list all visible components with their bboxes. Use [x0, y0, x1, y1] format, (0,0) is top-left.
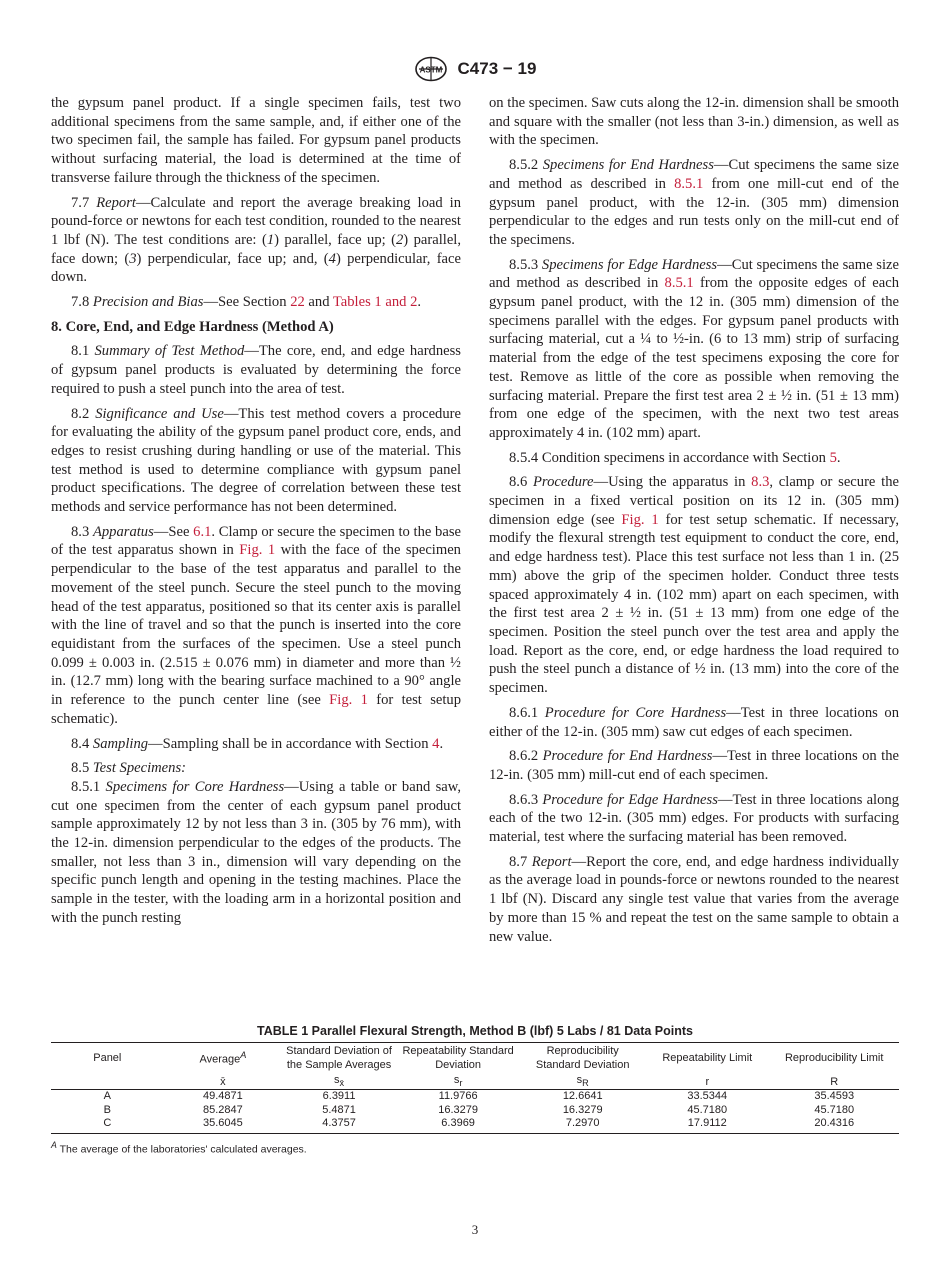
paragraph-7-8: 7.8 Precision and Bias—See Section 22 and Tables 1 and 2. [71, 294, 422, 311]
symbol-sd: $s_{x̄}$ [282, 1074, 396, 1090]
table-row: B 85.2847 5.4871 16.3279 16.3279 45.7180 45.7180 [103, 1103, 855, 1116]
table-1-title: TABLE 1 Parallel Flexural Strength, Method B (lbf) 5 Labs / 81 Data Points [257, 1024, 693, 1038]
link-fig-1[interactable]: Fig. 1 [621, 511, 659, 528]
symbol-repro-sd: $s_R$ [520, 1074, 645, 1090]
link-8-5-1[interactable]: 8.5.1 [664, 275, 694, 292]
paragraph-8-3: 8.3 Apparatus—See 6.1. Clamp or secure the specimen to the base of the test apparatus shown in Fig. 1 with the face of the specimen perpendicular to the base of the test apparatus and parallel to the movement of the steel punch. Secure the steel punch to the moving head of the test apparatus, positioned so that its center axis is parallel with the line of travel and so that the punch is inserted into the core equidistant from the surfaces of the specimen. Use a steel punch 0.099 ± 0.003 in. (2.515 ± 0.076 mm) in diameter and more than ½ in. (12.7 mm) long with the bearing surface machined to a 90° angle in reference to the punch center line (see Fig. 1 for test setup schematic). [51, 523, 461, 727]
paragraph-8-6-1: 8.6.1 Procedure for Core Hardness—Test in three locations on either of the 12-in. (305 mm) saw cut edges of each specimen. [489, 704, 899, 740]
link-fig-1[interactable]: Fig. 1 [239, 542, 276, 559]
paragraph-8-1: 8.1 Summary of Test Method—The core, end, and edge hardness of gypsum panel products is evaluated by determining the force required to push a steel punch into the area of test. [51, 343, 461, 397]
symbol-rep-limit: r [645, 1074, 769, 1090]
link-section-22[interactable]: 22 [290, 294, 305, 311]
paragraph-8-7: 8.7 Report—Report the core, end, and edge hardness individually as the average load in pounds-force or newtons rounded to the nearest 1 lbf (N). Discard any single test value that varies from the average by more than 15 % and repeat the test on the same sample to obtain a new value. [489, 853, 899, 945]
paragraph-7-7: 7.7 Report—Calculate and report the average breaking load in pound-force or newtons for each test condition, rounded to the nearest 1 lbf (N). The test conditions are: (1) parallel, face up; (2) parallel, face down; (3) perpendicular, face up; and, (4) perpendicular, face down. [51, 194, 461, 286]
link-tables-1-2[interactable]: Tables 1 and 2 [332, 294, 418, 311]
table-1-footnote: $^A$ The average of the laboratories' calculated averages. [51, 1139, 307, 1156]
section-8-heading: 8. Core, End, and Edge Hardness (Method A) [51, 318, 334, 335]
paragraph-7-6-continued: the gypsum panel product. If a single specimen fails, test two additional specimens from the same sample, and, if either one of the two specimen fail, the sample has failed. For gypsum panel products without surfacing material, the load is determined at the time of transverse failure through the thickness of the specimen. [51, 95, 461, 186]
table-1 [51, 1024, 899, 1155]
paragraph-8-6-3: 8.6.3 Procedure for Edge Hardness—Test in three locations along each of the two 12-in. (305 mm) edges. For products with surfacing material, test where the surfacing material has been removed. [489, 791, 899, 846]
page-number: 3 [471, 1222, 479, 1237]
table-row: A 49.4871 6.3911 11.9766 12.6641 33.5344 35.4593 [103, 1090, 855, 1103]
astm-logo-icon [414, 56, 448, 82]
table-row: C 35.6045 4.3757 6.3969 7.2970 17.9112 20.4316 [51, 1117, 899, 1133]
col-header-repro-limit: Reproducibility Limit [769, 1043, 899, 1075]
paragraph-8-6: 8.6 Procedure—Using the apparatus in 8.3, clamp or secure the specimen in a fixed vertical position on its 12 in. (305 mm) dimension edge (see Fig. 1 for test setup schematic. If necessary, modify the flexural strength test equipment to conduct the core, end, and edge hardness test). Place this test surface not less than 1 in. (25 mm) above the grip of the specimen holder. Conduct three tests spaced approximately 4 in. (102 mm) apart on each specimen, with the first test area 2 ± ½ in. (51 ± 13 mm) from one edge of the specimen. Position the steel punch over the test area and apply the load. Report as the core, end, or edge hardness the load required to push the steel punch a distance of ½ in. (13 mm) into the core of the specimen. [489, 474, 899, 697]
paragraph-8-5-1-continued: on the specimen. Saw cuts along the 12-in. dimension shall be smooth and square with the smaller (not less than 3-in.) dimension, as well as with the specimen. [489, 95, 899, 149]
col-header-panel: Panel [51, 1043, 164, 1075]
link-8-5-1[interactable]: 8.5.1 [674, 175, 704, 192]
symbol-average: x̄ [164, 1074, 283, 1090]
col-header-rep-sd: Repeatability Standard Deviation [396, 1043, 520, 1075]
symbol-rep-sd: $s_r$ [396, 1074, 520, 1090]
right-column [489, 94, 899, 952]
paragraph-8-5-2: 8.5.2 Specimens for End Hardness—Cut specimens the same size and method as described in 8.5.1 from one mill-cut end of the gypsum panel product, with the 12-in. (305 mm) dimension perpendicular to the edges and run tests only on the mill-cut end of the specimens. [489, 157, 900, 248]
link-6-1[interactable]: 6.1 [193, 523, 212, 540]
paragraph-8-5-4: 8.5.4 Condition specimens in accordance with Section 5. [509, 449, 841, 466]
col-header-repro-sd: Reproducibility Standard Deviation [520, 1043, 645, 1075]
paragraph-8-5: 8.5 Test Specimens: [71, 760, 186, 777]
table-1-grid [51, 1042, 899, 1134]
paragraph-8-6-2: 8.6.2 Procedure for End Hardness—Test in three locations on the 12-in. (305 mm) mill-cut end of each specimen. [489, 748, 899, 783]
paragraph-8-5-3: 8.5.3 Specimens for Edge Hardness—Cut specimens the same size and method as described in 8.5.1 from the opposite edges of each gypsum panel product, with the 12 in. (305 mm) dimension of the specimens parallel with the edges. For gypsum panel products with surfacing material, cut a ¼ to ½-in. (6 to 13 mm) strip of surfacing material from the edge of the test specimens exposing the core for test. Remove as little of the core as possible when removing the surfacing material. Prepare the first test area 2 ± ½ in. (51 ± 13 mm) from one edge of the specimen, with the next two test areas approximately 4 in. (102 mm) apart. [489, 256, 899, 441]
standard-designation: C473 − 19 [457, 59, 537, 78]
col-header-sd: Standard Deviation of the Sample Averages [282, 1043, 396, 1075]
page-header [0, 56, 950, 84]
paragraph-8-4: 8.4 Sampling—Sampling shall be in accordance with Section 4. [71, 735, 444, 752]
link-fig-1[interactable]: Fig. 1 [329, 692, 368, 709]
col-header-rep-limit: Repeatability Limit [645, 1043, 769, 1075]
paragraph-8-5-1: 8.5.1 Specimens for Core Hardness—Using a table or band saw, cut one specimen from the center of each gypsum panel product sample approximately 12 by not less than 3 in. (305 by 76 mm), with the 12-in. dimension perpendicular to the edges of the products. The smaller, not less than 3 in., dimension will vary depending on the specific punch length and opening in the testing machines. Place the sample in the tester, with the loading arm in a horizontal position and with the punch resting [51, 778, 462, 926]
symbol-repro-limit: R [769, 1074, 899, 1090]
paragraph-8-2: 8.2 Significance and Use—This test method covers a procedure for evaluating the ability of the gypsum panel product core, ends, and edges to resist crushing during handling or use of the material. This test method is used to determine compliance with gypsum panel product specifications. The degree of correlation between these test methods and service performance has not been determined. [51, 405, 461, 516]
link-section-4[interactable]: 4 [432, 735, 440, 752]
col-header-average: Average$^A$ [164, 1043, 283, 1075]
left-column [51, 94, 461, 934]
link-section-5[interactable]: 5 [829, 449, 837, 466]
symbol-blank [51, 1074, 164, 1090]
link-8-3[interactable]: 8.3 [751, 474, 770, 491]
logo-text: ASTM [419, 65, 442, 75]
